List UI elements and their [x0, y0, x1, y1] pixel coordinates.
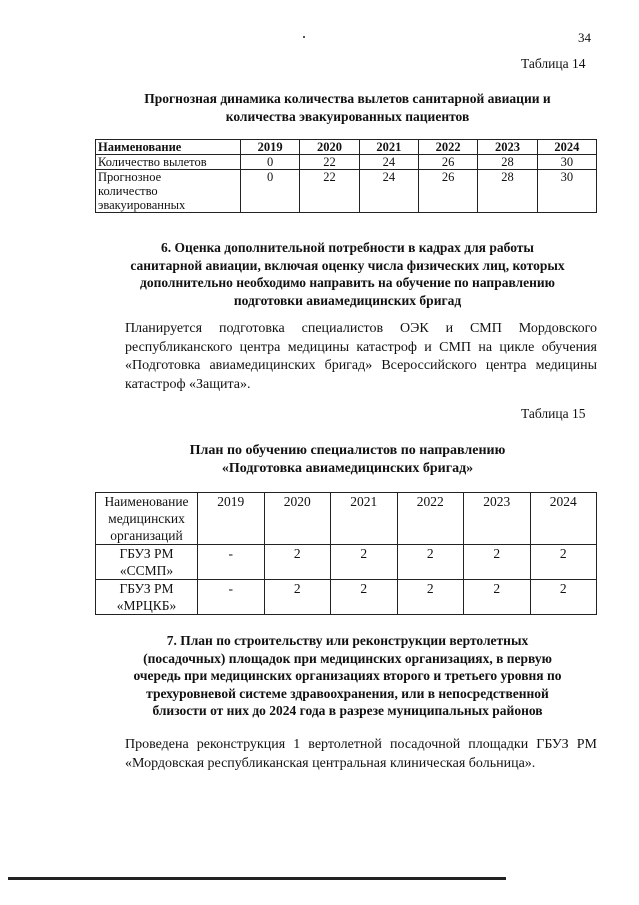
cell-value: 28: [478, 155, 537, 170]
scan-speck: [303, 36, 305, 38]
page-number: 34: [578, 30, 591, 45]
table-row: [96, 155, 597, 170]
cell-value: 2: [464, 580, 531, 615]
heading-line: 6. Оценка дополнительной потребности в кадрах для работы: [161, 240, 534, 255]
section7-heading: [90, 632, 605, 720]
cell-value: 22: [300, 170, 359, 213]
row-name-line: «ССМП»: [119, 563, 174, 578]
cell-value: 0: [241, 170, 300, 213]
cell-value: 2: [464, 545, 531, 580]
cell-value: 2: [331, 545, 398, 580]
row-name: [96, 580, 198, 615]
cell-value: 2: [397, 545, 464, 580]
column-header: 2024: [530, 493, 597, 545]
table15-title-line: «Подготовка авиамедицинских бригад»: [221, 460, 474, 476]
cell-value: 30: [537, 170, 596, 213]
cell-value: 30: [537, 155, 596, 170]
cell-value: 0: [241, 155, 300, 170]
header-line: организаций: [110, 528, 183, 543]
cell-value: 2: [331, 580, 398, 615]
heading-line: подготовки авиамедицинских бригад: [233, 292, 462, 308]
header-line: медицинских: [108, 511, 185, 526]
table15: [95, 492, 597, 615]
column-header: 2024: [537, 140, 596, 155]
cell-value: 2: [530, 580, 597, 615]
heading-line: 7. План по строительству или реконструкции вертолетных: [166, 633, 529, 648]
section6-heading: [90, 239, 605, 309]
row-name-line: Прогнозное: [98, 170, 162, 184]
cell-value: 2: [264, 545, 331, 580]
column-header: 2022: [397, 493, 464, 545]
cell-value: 26: [418, 155, 477, 170]
cell-value: 2: [397, 580, 464, 615]
table-row: [96, 545, 597, 580]
table14-caption: Таблица 14: [521, 56, 586, 71]
cell-value: 22: [300, 155, 359, 170]
paragraph-text: Проведена реконструкция 1 вертолетной посадочной площадки ГБУЗ РМ «Мордовская республиканская центральная клиническая больница».: [125, 737, 597, 771]
column-header: 2021: [331, 493, 398, 545]
column-header: 2021: [359, 140, 418, 155]
table14-title-line: Прогнозная динамика количества вылетов санитарной авиации и: [144, 91, 551, 106]
cell-value: 24: [359, 170, 418, 213]
cell-value: 2: [264, 580, 331, 615]
row-name-line: эвакуированных: [98, 198, 186, 212]
table15-title: [90, 442, 605, 477]
heading-line: дополнительно необходимо направить на обучение по направлению: [139, 275, 555, 290]
row-name-line: «МРЦКБ»: [116, 598, 177, 613]
table14-title: [90, 90, 605, 125]
column-header: 2020: [264, 493, 331, 545]
cell-value: 24: [359, 155, 418, 170]
heading-line: санитарной авиации, включая оценку числа физических лиц, которых: [130, 257, 565, 273]
column-header: 2022: [418, 140, 477, 155]
table14-title-line: количества эвакуированных пациентов: [225, 108, 470, 124]
heading-line: очередь при медицинских организациях второго и третьего уровня по: [133, 668, 562, 683]
cell-value: 2: [530, 545, 597, 580]
cell-value: 26: [418, 170, 477, 213]
column-header: 2019: [241, 140, 300, 155]
cell-value: -: [198, 580, 265, 615]
heading-line: (посадочных) площадок при медицинских организациях, в первую: [143, 650, 552, 666]
header-line: Наименование: [104, 494, 189, 509]
row-name: Количество вылетов: [96, 155, 241, 170]
column-header: Наименование: [96, 140, 241, 155]
heading-line: трехуровневой системе здравоохранения, или в непосредственной: [146, 685, 549, 701]
table-header-row: [96, 493, 597, 545]
paragraph-text: Планируется подготовка специалистов ОЭК и СМП Мордовского республиканского центра медицины катастроф и СМП на цикле обучения «Подготовка авиамедицинских бригад» Всероссийского центра медицины катастроф «Защита».: [125, 321, 597, 392]
row-name-line: ГБУЗ РМ: [119, 546, 174, 561]
row-name-line: количество: [98, 184, 158, 198]
table15-title-line: План по обучению специалистов по направлению: [189, 443, 506, 458]
table-row: [96, 170, 597, 213]
footer-rule: [8, 877, 506, 880]
cell-value: 28: [478, 170, 537, 213]
column-header: 2023: [478, 140, 537, 155]
heading-line: близости от них до 2024 года в разрезе муниципальных районов: [152, 703, 543, 718]
table15-caption: Таблица 15: [521, 406, 586, 421]
row-name: [96, 545, 198, 580]
section7-paragraph: [95, 736, 597, 773]
column-header: 2023: [464, 493, 531, 545]
row-name-line: ГБУЗ РМ: [119, 581, 174, 596]
row-name: [96, 170, 241, 213]
table-header-row: [96, 140, 597, 155]
column-header: 2019: [198, 493, 265, 545]
cell-value: -: [198, 545, 265, 580]
column-header: [96, 493, 198, 545]
column-header: 2020: [300, 140, 359, 155]
section6-paragraph: [95, 320, 597, 394]
table14: [95, 139, 597, 213]
table-row: [96, 580, 597, 615]
